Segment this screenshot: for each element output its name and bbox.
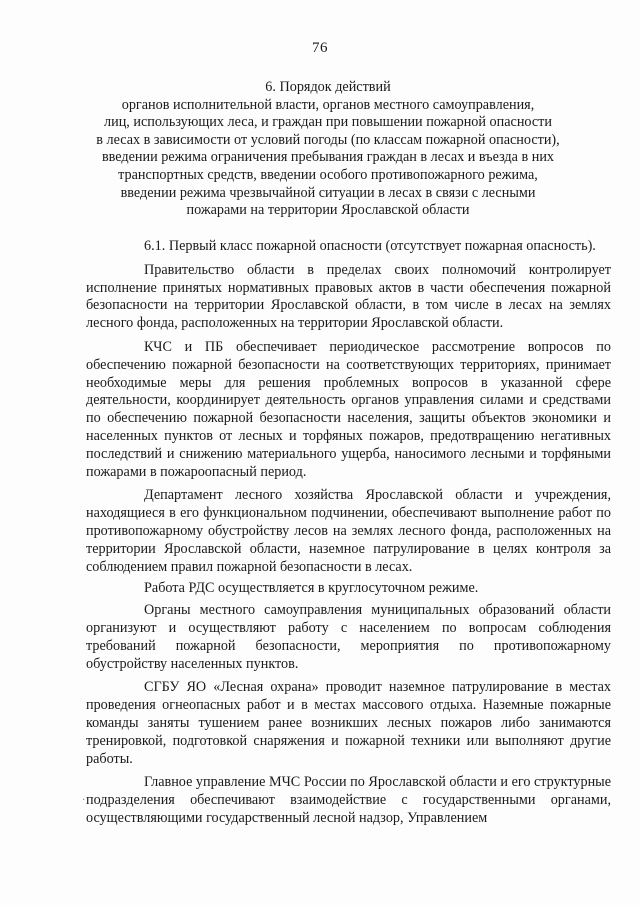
paragraph-government: Правительство области в пределах своих полномочий контролирует исполнение принятых нормативных правовых актов в части обеспечения пожарной безопасности на территории Ярославской области, в том числе в лесах на землях лесного фонда, расположенных на территории Ярославской области.: [86, 261, 611, 332]
heading-line: пожарами на территории Ярославской области: [186, 202, 470, 219]
paragraph-kchs: КЧС и ПБ обеспечивает периодическое рассмотрение вопросов по обеспечению пожарной безопасности на соответствующих территориях, принимает необходимые меры для решения проблемных вопросов в указанной сфере деятельности, координирует деятельность органов управления силами и средствами по обеспечению пожарной безопасности населения, защиты объектов экономики и населенных пунктов от лесных и торфяных пожаров, предотвращению негативных последствий и снижению материального ущерба, наносимого лесными и торфяными пожарами в пожароопасный период.: [86, 338, 611, 480]
margin-mark: ·: [82, 795, 86, 806]
paragraph-rds: Работа РДС осуществляется в круглосуточном режиме.: [144, 580, 479, 597]
paragraph-forestry-department: Департамент лесного хозяйства Ярославской области и учреждения, находящиеся в его функциональном подчинении, обеспечивают выполнение работ по противопожарному обустройству лесов на землях лесного фонда, расположенных на территории Ярославской области, наземное патрулирование в целях контроля за соблюдением правил пожарной безопасности в лесах.: [86, 487, 611, 575]
heading-line: введении режима чрезвычайной ситуации в лесах в связи с лесными: [120, 184, 536, 201]
heading-line: лиц, использующих леса, и граждан при повышении пожарной опасности: [104, 114, 552, 131]
section-heading: [86, 79, 570, 220]
page-number: 76: [312, 40, 328, 56]
heading-line: введении режима ограничения пребывания граждан в лесах и въезда в них: [101, 149, 555, 166]
heading-line: транспортных средств, введении особого противопожарного режима,: [118, 166, 538, 183]
paragraph-local-government: Органы местного самоуправления муниципальных образований области организуют и осуществляют работу с населением по вопросам соблюдения требований пожарной безопасности, мероприятия по противопожарному обустройству населенных пунктов.: [86, 602, 611, 672]
paragraph-emergency-ministry: Главное управление МЧС России по Ярославской области и его структурные подразделения обеспечивают взаимодействие с государственными органами, осуществляющими государственный лесной надзор, Управлением: [86, 774, 611, 826]
paragraph-class-1: 6.1. Первый класс пожарной опасности (отсутствует пожарная опасность).: [144, 238, 596, 254]
paragraph-forest-guard: СГБУ ЯО «Лесная охрана» проводит наземное патрулирование в местах проведения огнеопасных работ и в местах массового отдыха. Наземные пожарные команды заняты тушением ранее возникших лесных пожаров либо занимаются тренировкой, подготовкой снаряжения и пожарной техники или выполняют другие работы.: [86, 679, 611, 767]
heading-line: 6. Порядок действий: [265, 79, 391, 95]
heading-line: в лесах в зависимости от условий погоды (по классам пожарной опасности),: [96, 131, 560, 148]
heading-line: органов исполнительной власти, органов местного самоуправления,: [121, 96, 535, 113]
body-text: [86, 238, 611, 828]
